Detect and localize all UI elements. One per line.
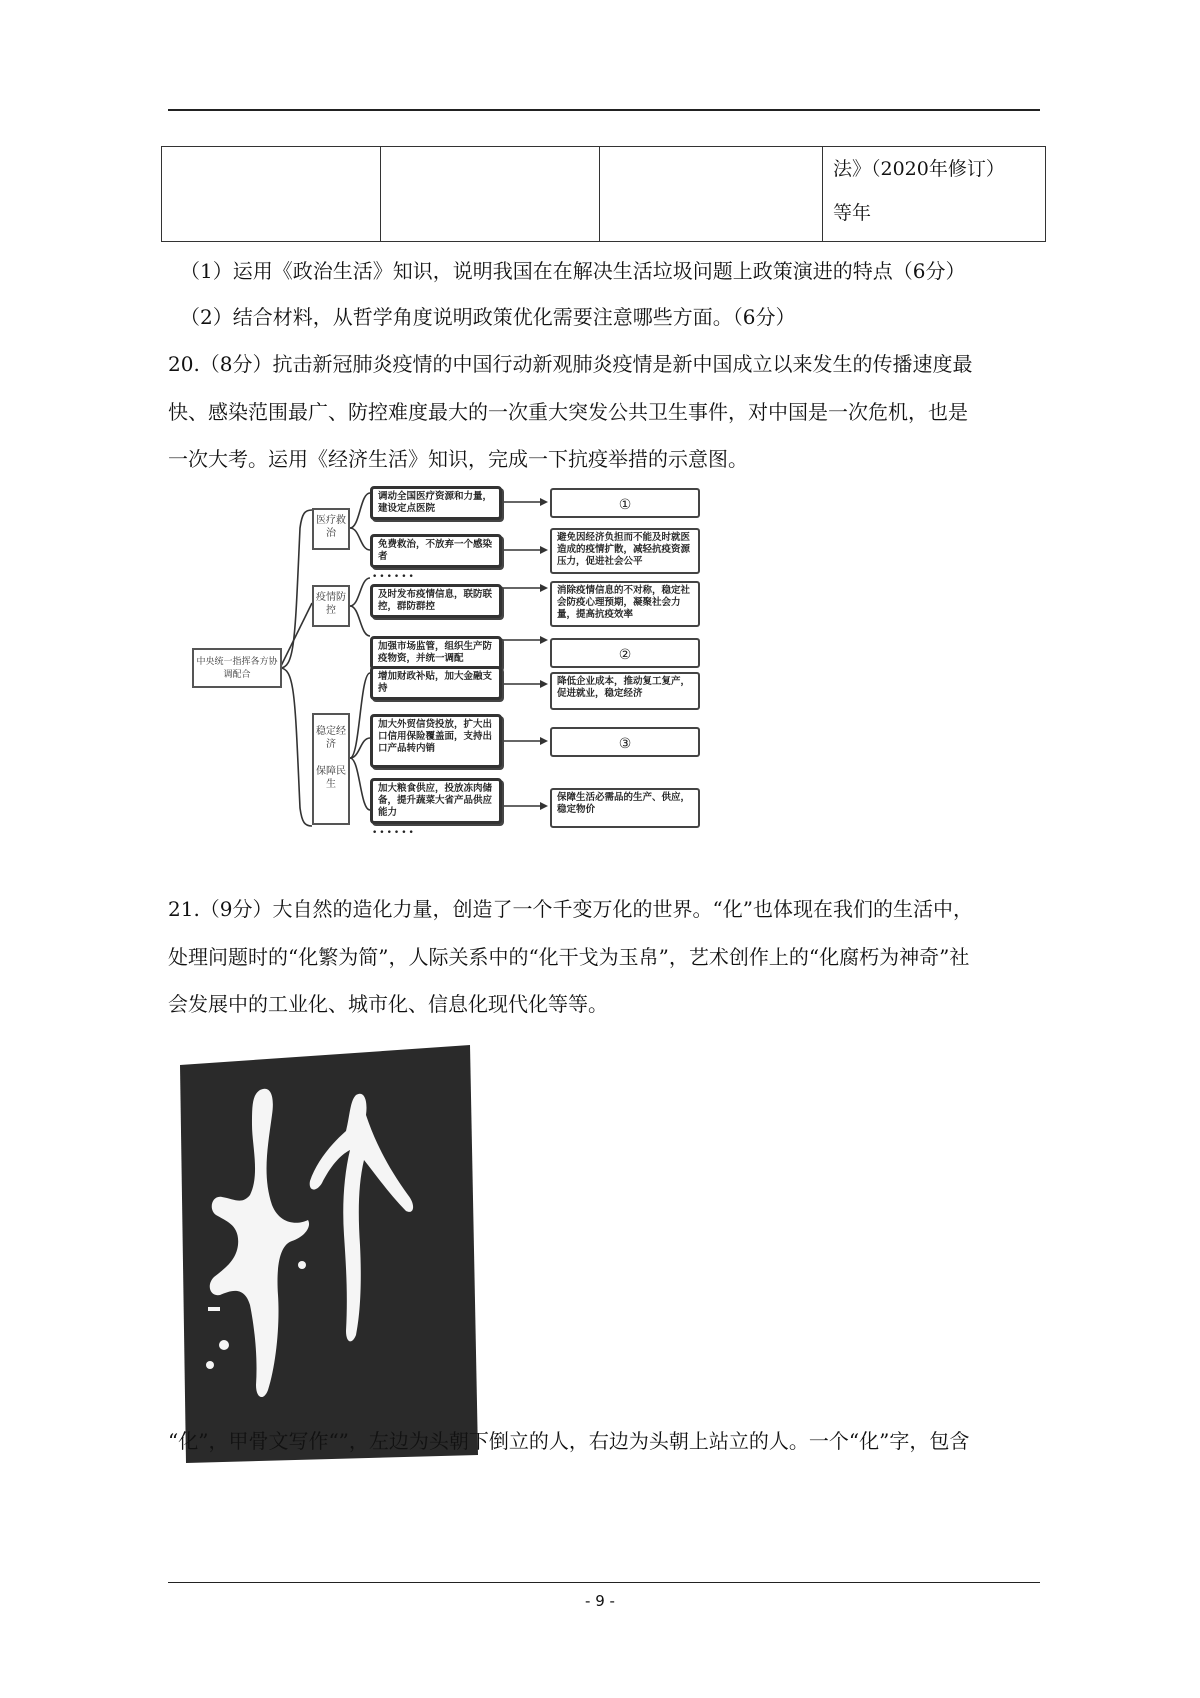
table-cell-line: 法》（2020年修订）: [833, 158, 1005, 180]
effect-box: 消除疫情信息的不对称，稳定社会防疫心理预期，凝聚社会力量，提高抗疫效率: [550, 581, 700, 627]
table-cell: [823, 147, 1046, 242]
answer-blank-1: ①: [550, 488, 700, 518]
footer-rule: [168, 1582, 1040, 1583]
diagram-category-economy: [312, 713, 350, 825]
table-row: [162, 147, 1046, 242]
q21-line3: 会发展中的工业化、城市化、信息化现代化等等。: [168, 992, 608, 1016]
q21-line2: 处理问题时的“化繁为简”，人际关系中的“化干戈为玉帛”，艺术创作上的“化腐朽为神奇”社: [168, 945, 970, 969]
diagram-category-economy-label: 稳定经济: [316, 726, 346, 750]
ellipsis-dots: ••••••: [372, 572, 416, 582]
q21-line1: 21.（9分）大自然的造化力量，创造了一个千变万化的世界。“化”也体现在我们的生活中，: [168, 897, 973, 921]
q19-part1: （1）运用《政治生活》知识，说明我国在在解决生活垃圾问题上政策演进的特点（6分）: [180, 259, 966, 283]
measure-box: 及时发布疫情信息，联防联控，群防群控: [370, 584, 502, 618]
table-cell: [162, 147, 381, 242]
page-number: - 9 -: [585, 1592, 615, 1610]
measure-box: 增加财政补贴，加大金融支持: [370, 666, 502, 700]
effect-box: 保障生活必需品的生产、供应，稳定物价: [550, 788, 700, 828]
anti-epidemic-diagram: [196, 488, 770, 880]
measure-box: 加大外贸信贷投放，扩大出口信用保险覆盖面，支持出口产品转内销: [370, 714, 502, 768]
header-rule: [168, 109, 1040, 111]
table-cell-line: 等年: [833, 202, 872, 224]
diagram-category-medical: 医疗救治: [312, 508, 350, 550]
policy-table-fragment: [161, 146, 1046, 242]
q19-part2: （2）结合材料，从哲学角度说明政策优化需要注意哪些方面。（6分）: [180, 305, 796, 329]
q20-line1: 20.（8分）抗击新冠肺炎疫情的中国行动新观肺炎疫情是新中国成立以来发生的传播速度最: [168, 352, 973, 376]
table-cell: [381, 147, 600, 242]
diagram-root: 中央统一指挥各方协调配合: [192, 648, 282, 688]
diagram-category-prevention: 疫情防控: [312, 585, 350, 627]
table-cell: [600, 147, 823, 242]
measure-box: 免费救治，不放弃一个感染者: [370, 534, 502, 568]
measure-box: 加强市场监管，组织生产防疫物资，并统一调配: [370, 636, 502, 670]
effect-box: 避免因经济负担而不能及时就医造成的疫情扩散，减轻抗疫资源压力，促进社会公平: [550, 528, 700, 574]
answer-blank-3: ③: [550, 727, 700, 757]
q20-line3: 一次大考。运用《经济生活》知识，完成一下抗疫举措的示意图。: [168, 447, 748, 471]
answer-blank-2: ②: [550, 638, 700, 668]
q20-line2: 快、感染范围最广、防控难度最大的一次重大突发公共卫生事件，对中国是一次危机，也是: [168, 400, 968, 424]
ellipsis-dots: ••••••: [372, 828, 416, 838]
oracle-bone-hua-image: [180, 1045, 478, 1463]
diagram-category-livelihood-label: 保障民生: [316, 766, 346, 790]
effect-box: 降低企业成本，推动复工复产，促进就业，稳定经济: [550, 672, 700, 710]
measure-box: 调动全国医疗资源和力量，建设定点医院: [370, 486, 502, 520]
measure-box: 加大粮食供应，投放冻肉储备，提升蔬菜大省产品供应能力: [370, 778, 502, 824]
q21-line4: “化”，甲骨文写作“”，左边为头朝下倒立的人，右边为头朝上站立的人。一个“化”字，包含: [168, 1429, 970, 1453]
